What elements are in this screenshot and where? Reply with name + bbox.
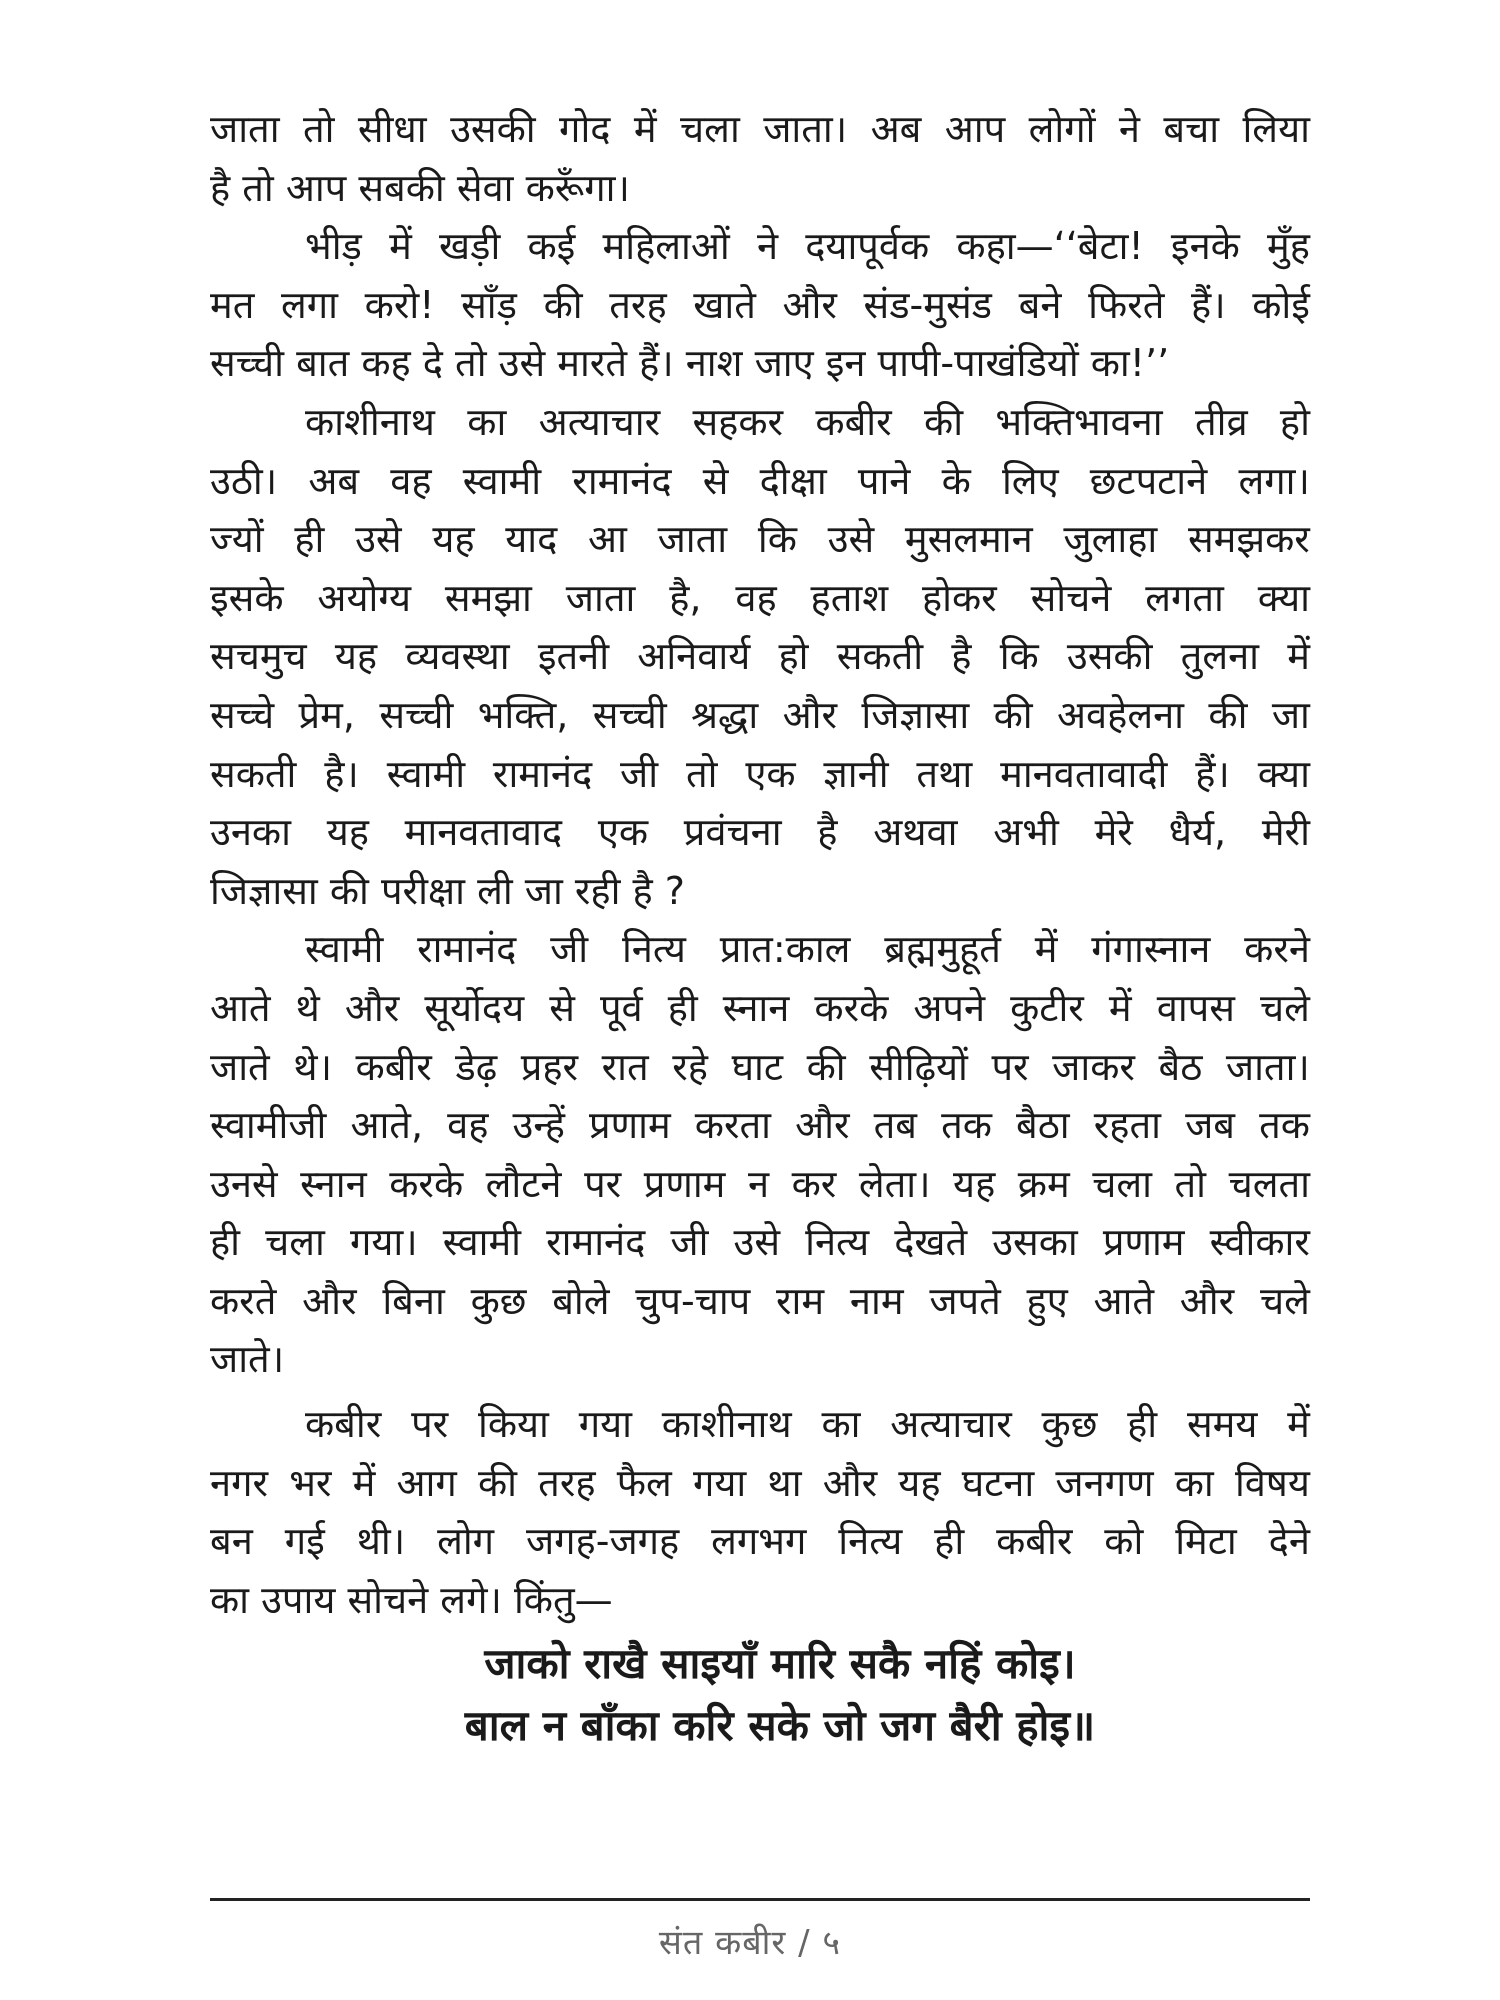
word: तरह bbox=[609, 282, 667, 327]
word: को bbox=[1104, 1519, 1144, 1564]
word: स्वामी bbox=[386, 751, 466, 796]
text-line bbox=[210, 803, 1310, 862]
word: गया bbox=[578, 1402, 632, 1447]
word: फिरते bbox=[1088, 282, 1165, 327]
word: चलता bbox=[1228, 1161, 1310, 1206]
word: तब bbox=[873, 1103, 917, 1148]
word: करते bbox=[210, 1278, 277, 1323]
word: ही bbox=[294, 517, 325, 562]
word: महिलाओं bbox=[602, 224, 730, 269]
word: में bbox=[633, 107, 657, 151]
word: घाट bbox=[731, 1044, 784, 1089]
word: हो bbox=[778, 634, 809, 679]
word: की bbox=[993, 692, 1033, 737]
word: रहे bbox=[672, 1044, 708, 1089]
word: तक bbox=[1259, 1103, 1310, 1148]
word: पर bbox=[584, 1161, 622, 1206]
text-line bbox=[210, 100, 1310, 159]
word: स्वामी bbox=[462, 458, 542, 503]
word: इनके bbox=[1170, 224, 1240, 269]
word: कबीर bbox=[996, 1519, 1073, 1564]
word: कुछ bbox=[1041, 1402, 1098, 1447]
word: यह bbox=[326, 810, 369, 855]
word: तो bbox=[1174, 1161, 1207, 1206]
word: फैल bbox=[616, 1460, 672, 1505]
word: जब bbox=[1185, 1103, 1235, 1148]
word: के bbox=[941, 458, 971, 503]
text-line bbox=[210, 452, 1310, 511]
word: अब bbox=[870, 107, 922, 151]
word: चुप-चाप bbox=[635, 1278, 751, 1323]
word: मिटा bbox=[1175, 1519, 1237, 1564]
word: धैर्य, bbox=[1168, 810, 1227, 855]
word: सच्चे bbox=[210, 692, 275, 737]
word: अपने bbox=[913, 985, 986, 1030]
word: भीड़ bbox=[305, 224, 362, 269]
word: कि bbox=[999, 634, 1039, 679]
word: स्नान bbox=[300, 1161, 367, 1206]
word: अनिवार्य bbox=[637, 634, 751, 679]
word: और bbox=[795, 1103, 850, 1148]
text-line bbox=[210, 1454, 1310, 1513]
word: जगह-जगह bbox=[525, 1519, 680, 1564]
word: सच्ची bbox=[592, 692, 667, 737]
word: आग bbox=[396, 1460, 457, 1505]
text-line bbox=[210, 1213, 1310, 1272]
word: रामानंद bbox=[572, 458, 672, 503]
couplet bbox=[210, 1633, 1310, 1757]
word: जनगण bbox=[1055, 1460, 1154, 1505]
word: उसका bbox=[992, 1220, 1078, 1265]
word: तो bbox=[302, 107, 335, 151]
word: में bbox=[1108, 985, 1132, 1030]
word: आते, bbox=[350, 1103, 424, 1148]
word: ही bbox=[934, 1519, 965, 1564]
text-line bbox=[210, 920, 1310, 979]
word: पर bbox=[991, 1044, 1029, 1089]
word: बैठ bbox=[1158, 1044, 1203, 1089]
word: जाता। bbox=[1225, 1044, 1310, 1089]
word: नित्य bbox=[838, 1519, 903, 1564]
text-line: जाते। bbox=[210, 1337, 285, 1382]
word: सकती bbox=[210, 751, 297, 796]
word: प्रवंचना bbox=[683, 810, 782, 855]
word: है, bbox=[669, 575, 702, 620]
word: संड-मुसंड bbox=[863, 282, 993, 327]
word: ही bbox=[667, 985, 698, 1030]
word: नाम bbox=[849, 1278, 904, 1323]
word: स्वामीजी bbox=[210, 1103, 327, 1148]
word: समझकर bbox=[1187, 517, 1310, 562]
word: सीधा bbox=[357, 107, 427, 151]
word: पर bbox=[411, 1402, 449, 1447]
word: इतनी bbox=[537, 634, 610, 679]
word: गंगास्नान bbox=[1091, 927, 1211, 972]
word: समझा bbox=[444, 575, 532, 620]
word: का bbox=[821, 1402, 861, 1447]
word: ही bbox=[1127, 1402, 1158, 1447]
word: रहता bbox=[1093, 1103, 1161, 1148]
word: तुलना bbox=[1180, 634, 1260, 679]
word: स्वीकार bbox=[1209, 1220, 1310, 1265]
word: की bbox=[543, 282, 583, 327]
word: है bbox=[817, 810, 838, 855]
word: सकती bbox=[836, 634, 924, 679]
text-line: सच्ची बात कह दे तो उसे मारते हैं। नाश जाए इन पापी-पाखंडियों का!’’ bbox=[210, 341, 1170, 386]
word: जाता। bbox=[763, 107, 848, 151]
word: कबीर bbox=[305, 1402, 382, 1447]
text-line bbox=[210, 1096, 1310, 1155]
word: क्या bbox=[1257, 575, 1310, 620]
word: सोचने bbox=[1030, 575, 1112, 620]
text-line bbox=[210, 1512, 1310, 1571]
word: का bbox=[467, 399, 507, 444]
word: विषय bbox=[1234, 1460, 1310, 1505]
text-line bbox=[210, 686, 1310, 745]
word: क्रम bbox=[1017, 1161, 1070, 1206]
word: सूर्योदय bbox=[424, 985, 525, 1030]
word: मेरे bbox=[1094, 810, 1133, 855]
word: यह bbox=[953, 1161, 996, 1206]
text-line bbox=[210, 979, 1310, 1038]
word: बचा bbox=[1163, 107, 1220, 151]
word: में bbox=[1034, 927, 1058, 972]
word: सहकर bbox=[692, 399, 784, 444]
word: भक्तिभावना bbox=[995, 399, 1163, 444]
word: काशीनाथ bbox=[305, 399, 435, 444]
word: जी bbox=[620, 751, 659, 796]
word: अत्याचार bbox=[538, 399, 661, 444]
word: अयोग्य bbox=[317, 575, 412, 620]
word: लगता bbox=[1145, 575, 1224, 620]
word: स्नान bbox=[722, 985, 790, 1030]
word: पूर्व bbox=[599, 985, 643, 1030]
footer-divider bbox=[210, 1898, 1310, 1901]
word: है bbox=[951, 634, 972, 679]
word: प्रहर bbox=[520, 1044, 579, 1089]
word: खाते bbox=[693, 282, 756, 327]
word: बैठा bbox=[1016, 1103, 1070, 1148]
word: एक bbox=[745, 751, 796, 796]
word: गया। bbox=[349, 1220, 418, 1265]
word: जी bbox=[670, 1220, 709, 1265]
word: प्रणाम bbox=[589, 1103, 671, 1148]
word: इसके bbox=[210, 575, 284, 620]
couplet-line: बाल न बाँका करि सके जो जग बैरी होइ॥ bbox=[464, 1701, 1096, 1751]
word: और bbox=[782, 692, 838, 737]
word: और bbox=[782, 282, 837, 327]
word: अभी bbox=[993, 810, 1059, 855]
word: न bbox=[747, 1161, 770, 1206]
word: मुँह bbox=[1267, 224, 1310, 269]
word: गया bbox=[692, 1460, 747, 1505]
word: जिज्ञासा bbox=[861, 692, 970, 737]
text-line bbox=[210, 569, 1310, 628]
word: लोग bbox=[437, 1519, 495, 1564]
word: चला bbox=[265, 1220, 325, 1265]
paragraph-4 bbox=[210, 920, 1310, 1389]
word: करता bbox=[694, 1103, 771, 1148]
word: कहा—‘‘बेटा! bbox=[956, 224, 1144, 269]
word: भक्ति, bbox=[477, 692, 569, 737]
paragraph-5 bbox=[210, 1395, 1310, 1629]
word: और bbox=[822, 1460, 878, 1505]
word: आप bbox=[944, 107, 1006, 151]
word: वापस bbox=[1156, 985, 1235, 1030]
word: वह bbox=[735, 575, 777, 620]
word: जाता bbox=[657, 517, 728, 562]
paragraph-1 bbox=[210, 100, 1310, 217]
word: कुछ bbox=[470, 1278, 527, 1323]
word: तक bbox=[941, 1103, 992, 1148]
word: और bbox=[344, 985, 400, 1030]
word: कबीर bbox=[815, 399, 892, 444]
word: लगा bbox=[281, 282, 339, 327]
word: श्रद्धा bbox=[691, 692, 759, 737]
text-line bbox=[210, 1395, 1310, 1454]
word: अथवा bbox=[873, 810, 958, 855]
word: कुटीर bbox=[1010, 985, 1084, 1030]
text-line: है तो आप सबकी सेवा करूँगा। bbox=[210, 165, 630, 210]
word: पाने bbox=[857, 458, 911, 503]
text-line bbox=[210, 276, 1310, 335]
word: जाता bbox=[210, 107, 280, 151]
word: किया bbox=[477, 1402, 549, 1447]
word: स्वामी bbox=[305, 927, 384, 972]
text-line bbox=[210, 1038, 1310, 1097]
page-body bbox=[210, 100, 1310, 1757]
word: हताश bbox=[810, 575, 889, 620]
word: दीक्षा bbox=[759, 458, 827, 503]
word: क्या bbox=[1257, 751, 1310, 796]
word: काशीनाथ bbox=[661, 1402, 792, 1447]
word: कोई bbox=[1252, 282, 1310, 327]
word: रामानंद bbox=[417, 927, 517, 972]
word: उठी। bbox=[210, 458, 278, 503]
word: नित्य bbox=[805, 1220, 870, 1265]
word: उसे bbox=[733, 1220, 781, 1265]
word: वह bbox=[390, 458, 432, 503]
word: लिए bbox=[1001, 458, 1059, 503]
word: प्रणाम bbox=[643, 1161, 726, 1206]
word: उसकी bbox=[450, 107, 536, 151]
word: खड़ी bbox=[439, 224, 501, 269]
word: मानवतावादी bbox=[1000, 751, 1168, 796]
word: ही bbox=[210, 1220, 241, 1265]
word: करो! bbox=[364, 282, 435, 327]
word: की bbox=[1208, 692, 1248, 737]
word: ज्यों bbox=[210, 517, 264, 562]
word: घटना bbox=[961, 1460, 1035, 1505]
text-line bbox=[210, 1155, 1310, 1214]
text-line bbox=[210, 217, 1310, 276]
word: ने bbox=[1118, 107, 1140, 151]
word: और bbox=[302, 1278, 357, 1323]
text-line bbox=[210, 393, 1310, 452]
word: सचमुच bbox=[210, 634, 307, 679]
word: लिया bbox=[1242, 107, 1310, 151]
word: मुसलमान bbox=[904, 517, 1033, 562]
word: नित्य bbox=[621, 927, 686, 972]
text-line bbox=[210, 627, 1310, 686]
word: अवहेलना bbox=[1056, 692, 1185, 737]
word: जपते bbox=[929, 1278, 1001, 1323]
word: कई bbox=[527, 224, 576, 269]
word: थे bbox=[295, 985, 320, 1030]
word: रात bbox=[601, 1044, 649, 1089]
word: जी bbox=[550, 927, 589, 972]
word: सच्ची bbox=[379, 692, 454, 737]
word: आते bbox=[210, 985, 271, 1030]
word: जुलाहा bbox=[1063, 517, 1158, 562]
word: अत्याचार bbox=[890, 1402, 1012, 1447]
word: उन्हें bbox=[512, 1103, 565, 1148]
word: राम bbox=[776, 1278, 825, 1323]
word: बिना bbox=[382, 1278, 445, 1323]
word: गोद bbox=[559, 107, 611, 151]
word: तो bbox=[685, 751, 718, 796]
page-footer: संत कबीर / ५ bbox=[658, 1923, 842, 1963]
paragraph-3 bbox=[210, 393, 1310, 920]
text-line bbox=[210, 1272, 1310, 1331]
word: आ bbox=[588, 517, 627, 562]
word: चला bbox=[1092, 1161, 1152, 1206]
word: प्रणाम bbox=[1102, 1220, 1185, 1265]
word: देने bbox=[1268, 1519, 1310, 1564]
word: मानवतावाद bbox=[404, 810, 563, 855]
word: लगा। bbox=[1238, 458, 1310, 503]
word: दयापूर्वक bbox=[805, 224, 930, 269]
word: डेढ़ bbox=[455, 1044, 498, 1089]
word: बन bbox=[210, 1519, 253, 1564]
word: से bbox=[702, 458, 729, 503]
word: यह bbox=[898, 1460, 941, 1505]
word: का bbox=[1174, 1460, 1214, 1505]
word: समय bbox=[1186, 1402, 1258, 1447]
word: प्रेम, bbox=[298, 692, 355, 737]
word: से bbox=[549, 985, 575, 1030]
word: चले bbox=[1259, 1278, 1310, 1323]
word: ब्रह्ममुहूर्त bbox=[884, 927, 1001, 972]
word: है। bbox=[324, 751, 359, 796]
word: कि bbox=[757, 517, 797, 562]
word: जाते bbox=[210, 1044, 270, 1089]
word: में bbox=[352, 1460, 376, 1505]
word: बने bbox=[1018, 282, 1062, 327]
word: हैं। bbox=[1191, 282, 1226, 327]
word: सीढ़ियों bbox=[869, 1044, 968, 1089]
word: में bbox=[1287, 1402, 1310, 1447]
word: स्वामी bbox=[442, 1220, 522, 1265]
word: यह bbox=[432, 517, 475, 562]
word: भर bbox=[289, 1460, 332, 1505]
word: तीव्र bbox=[1194, 399, 1248, 444]
word: छटपटाने bbox=[1089, 458, 1208, 503]
word: की bbox=[477, 1460, 517, 1505]
word: चला bbox=[680, 107, 740, 151]
word: गई bbox=[284, 1519, 325, 1564]
word: याद bbox=[505, 517, 558, 562]
text-line: जिज्ञासा की परीक्षा ली जा रही है ? bbox=[210, 868, 685, 913]
word: प्रात:काल bbox=[719, 927, 851, 972]
word: मेरी bbox=[1261, 810, 1310, 855]
word: एक bbox=[597, 810, 649, 855]
word: उसे bbox=[827, 517, 875, 562]
word: हो bbox=[1279, 399, 1310, 444]
word: करके bbox=[814, 985, 889, 1030]
word: वह bbox=[447, 1103, 489, 1148]
word: कबीर bbox=[355, 1044, 432, 1089]
word: करने bbox=[1244, 927, 1310, 972]
word: जाता bbox=[565, 575, 636, 620]
word: उनका bbox=[210, 810, 291, 855]
word: और bbox=[1179, 1278, 1235, 1323]
word: था bbox=[767, 1460, 802, 1505]
word: आते bbox=[1093, 1278, 1154, 1323]
word: उसकी bbox=[1066, 634, 1153, 679]
text-line bbox=[210, 510, 1310, 569]
word: बोले bbox=[552, 1278, 610, 1323]
word: हुए bbox=[1026, 1278, 1068, 1323]
word: उसे bbox=[355, 517, 402, 562]
word: जाकर bbox=[1052, 1044, 1135, 1089]
word: देखते bbox=[894, 1220, 968, 1265]
word: में bbox=[1287, 634, 1310, 679]
word: यह bbox=[334, 634, 378, 679]
word: की bbox=[924, 399, 964, 444]
word: तथा bbox=[916, 751, 973, 796]
word: में bbox=[389, 224, 412, 269]
word: की bbox=[806, 1044, 846, 1089]
word: नगर bbox=[210, 1460, 269, 1505]
word: लौटने bbox=[485, 1161, 562, 1206]
word: ज्ञानी bbox=[823, 751, 889, 796]
paragraph-2 bbox=[210, 217, 1310, 393]
word: लोगों bbox=[1028, 107, 1096, 151]
word: मत bbox=[210, 282, 255, 327]
word: जा bbox=[1271, 692, 1310, 737]
word: लगभग bbox=[711, 1519, 807, 1564]
word: ने bbox=[756, 224, 779, 269]
word: साँड़ bbox=[461, 282, 517, 327]
word: तरह bbox=[538, 1460, 596, 1505]
text-line: का उपाय सोचने लगे। किंतु— bbox=[210, 1577, 613, 1622]
word: रामानंद bbox=[546, 1220, 646, 1265]
word: हैं। bbox=[1195, 751, 1230, 796]
word: उनसे bbox=[210, 1161, 278, 1206]
word: व्यवस्था bbox=[405, 634, 510, 679]
word: रामानंद bbox=[492, 751, 593, 796]
word: कर bbox=[791, 1161, 837, 1206]
word: होकर bbox=[921, 575, 997, 620]
couplet-line: जाको राखै साइयाँ मारि सकै नहिं कोइ। bbox=[484, 1639, 1076, 1689]
word: लेता। bbox=[858, 1161, 931, 1206]
word: थी। bbox=[356, 1519, 406, 1564]
word: चले bbox=[1259, 985, 1310, 1030]
word: थे। bbox=[293, 1044, 332, 1089]
text-line bbox=[210, 745, 1310, 804]
word: करके bbox=[389, 1161, 464, 1206]
word: अब bbox=[308, 458, 360, 503]
